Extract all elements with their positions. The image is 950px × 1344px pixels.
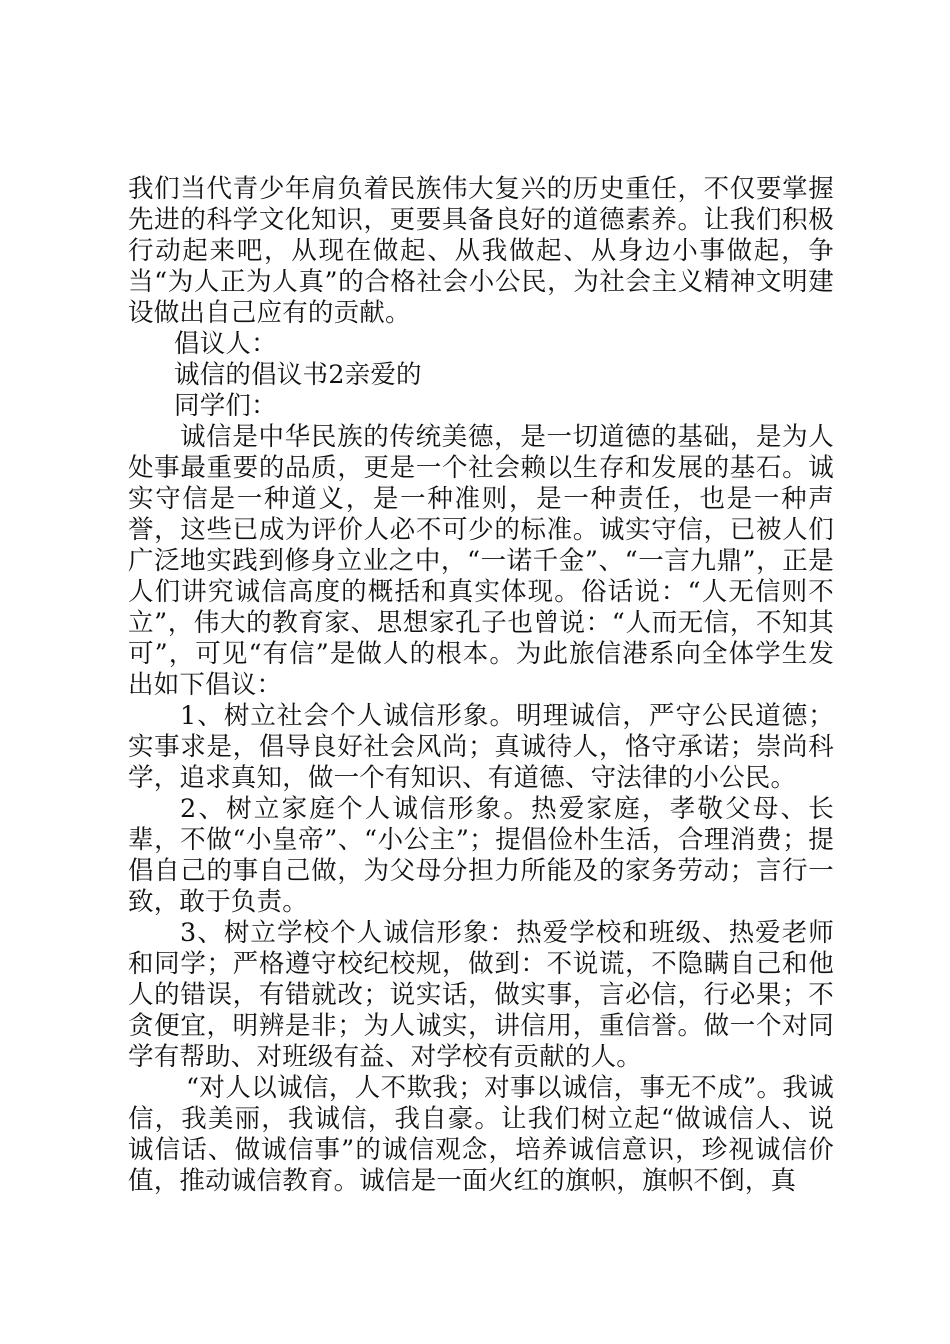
paragraph-proposal-1: 1、树立社会个人诚信形象。明理诚信，严守公民道德；实事求是，倡导良好社会风尚；真诚待人，恪守承诺；崇尚科学，追求真知，做一个有知识、有道德、守法律的小公民。: [128, 701, 834, 793]
paragraph-conclusion: “对人以诚信，人不欺我；对事以诚信，事无不成”。我诚信，我美丽，我诚信，我自豪。让我们树立起“做诚信人、说诚信话、做诚信事”的诚信观念，培养诚信意识，珍视诚信价值，推动诚信教育。诚信是一面火红的旗帜，旗帜不倒，真: [128, 1073, 834, 1196]
paragraph-proposal-3: 3、树立学校个人诚信形象：热爱学校和班级、热爱老师和同学；严格遵守校纪校规，做到：不说谎，不隐瞒自己和他人的错误，有错就改；说实话，做实事，言必信，行必果；不贪便宜，明辨是非；为人诚实，讲信用，重信誉。做一个对同学有帮助、对班级有益、对学校有贡献的人。: [128, 918, 834, 1072]
document-page: [128, 174, 834, 1197]
paragraph-heading-second-letter: 诚信的倡议书2亲爱的: [174, 360, 422, 390]
paragraph-closing-appeal: 我们当代青少年肩负着民族伟大复兴的历史重任，不仅要掌握先进的科学文化知识，更要具备良好的道德素养。让我们积极行动起来吧，从现在做起、从我做起、从身边小事做起，争当“为人正为人真”的合格社会小公民，为社会主义精神文明建设做出自己应有的贡献。: [128, 174, 834, 328]
paragraph-proposal-2: 2、树立家庭个人诚信形象。热爱家庭，孝敬父母、长辈，不做“小皇帝”、“小公主”；提倡俭朴生活，合理消费；提倡自己的事自己做，为父母分担力所能及的家务劳动；言行一致，敢于负责。: [128, 794, 834, 917]
paragraph-introduction: 诚信是中华民族的传统美德，是一切道德的基础，是为人处事最重要的品质，更是一个社会赖以生存和发展的基石。诚实守信是一种道义，是一种准则，是一种责任，也是一种声誉，这些已成为评价人必不可少的标准。诚实守信，已被人们广泛地实践到修身立业之中，“一诺千金”、“一言九鼎”，正是人们讲究诚信高度的概括和真实体现。俗话说：“人无信则不立”，伟大的教育家、思想家孔子也曾说：“人而无信，不知其可”，可见“有信”是做人的根本。为此旅信港系向全体学生发出如下倡议：: [128, 422, 834, 700]
paragraph-proposer: 倡议人：: [174, 329, 277, 359]
paragraph-salutation: 同学们：: [174, 391, 277, 421]
